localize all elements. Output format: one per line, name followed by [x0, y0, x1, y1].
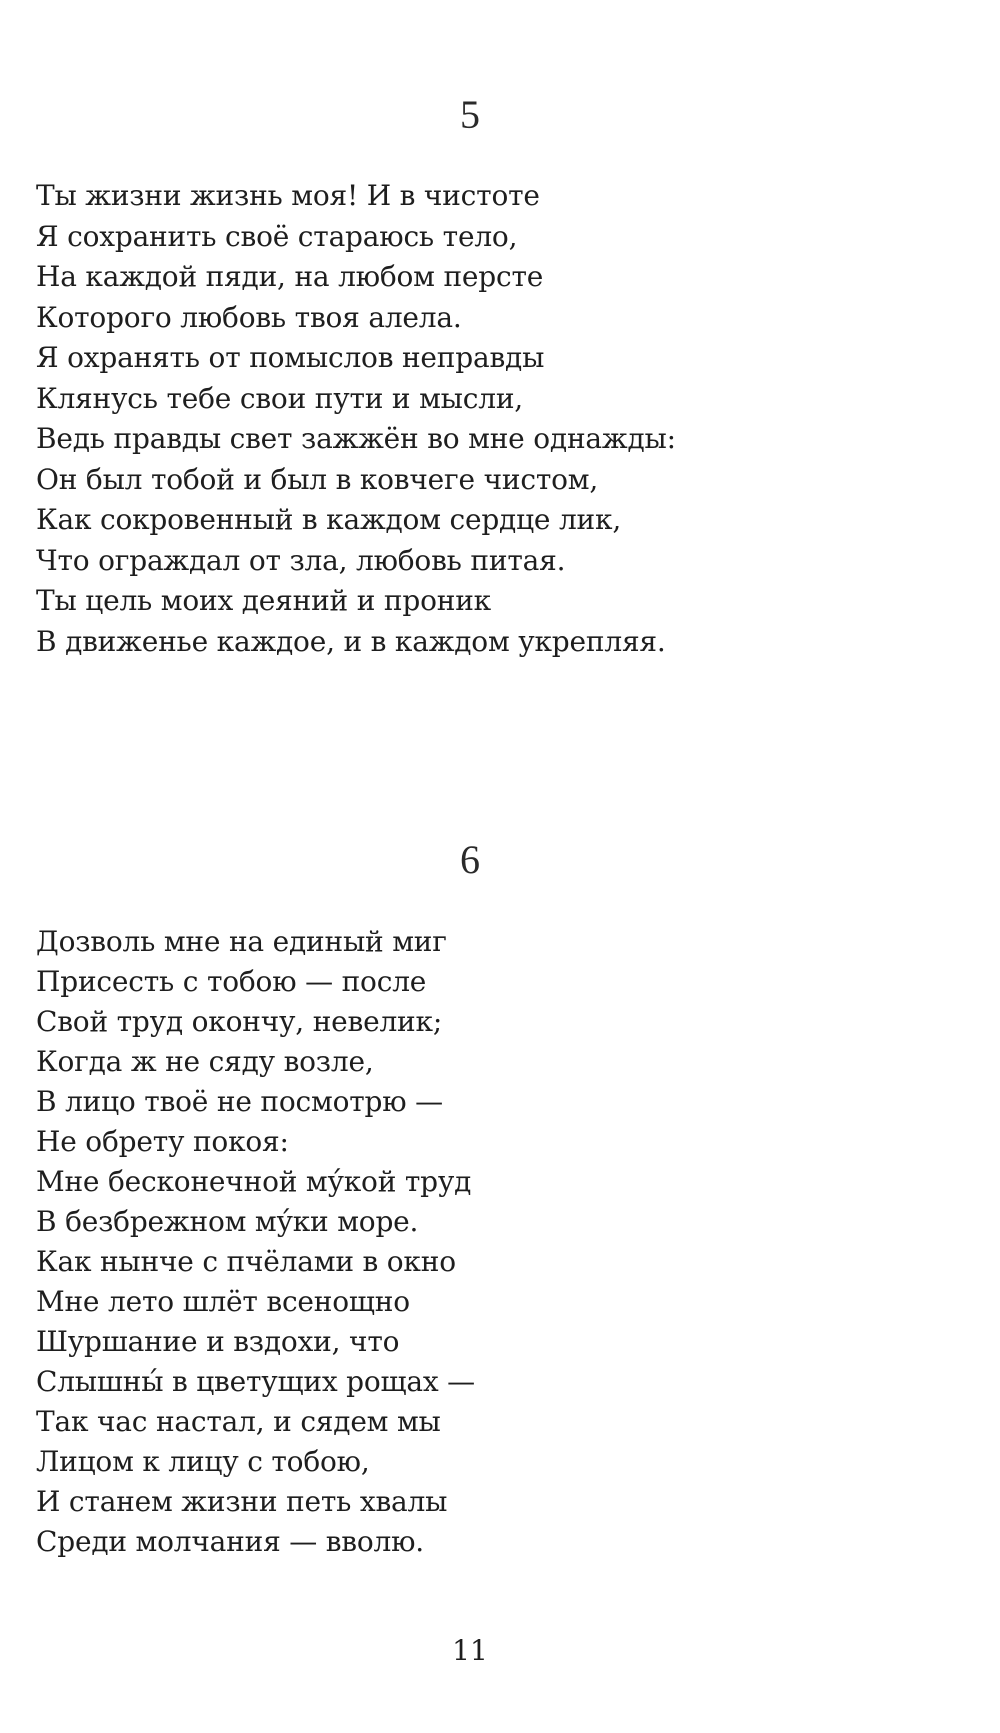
poem-line: Присесть с тобою — после: [36, 965, 427, 998]
poem-line: Лицом к лицу с тобою,: [36, 1445, 370, 1478]
poem-line: Как сокровенный в каждом сердце лик,: [36, 503, 622, 536]
poem-5-body: [36, 176, 676, 662]
poem-line: Дозволь мне на единый миг: [36, 925, 447, 958]
poem-line: На каждой пяди, на любом персте: [36, 260, 544, 293]
poem-line: В безбрежном му́ки море.: [36, 1205, 419, 1238]
poem-line: Клянусь тебе свои пути и мысли,: [36, 381, 523, 415]
poem-line: Так час настал, и сядем мы: [36, 1405, 441, 1438]
poem-line: Я сохранить своё стараюсь тело,: [36, 219, 518, 253]
poem-line: Он был тобой и был в ковчеге чистом,: [36, 462, 599, 496]
poem-line: Я охранять от помыслов неправды: [36, 341, 545, 374]
poem-line: Слышны́ в цветущих рощах —: [36, 1365, 475, 1398]
poem-line: Как нынче с пчёлами в окно: [36, 1245, 456, 1278]
poem-line: Свой труд окончу, невелик;: [36, 1005, 443, 1038]
poem-5-number: 5: [460, 92, 480, 137]
poem-line: В движенье каждое, и в каждом укрепляя.: [36, 624, 666, 658]
poem-6-body: [36, 922, 475, 1562]
poem-line: В лицо твоё не посмотрю —: [36, 1085, 443, 1118]
poem-line: Шуршание и вздохи, что: [36, 1325, 400, 1358]
poem-line: Что ограждал от зла, любовь питая.: [36, 543, 566, 577]
poem-line: Среди молчания — вволю.: [36, 1525, 424, 1558]
poem-line: Когда ж не сяду возле,: [36, 1045, 374, 1078]
poem-line: Ведь правды свет зажжён во мне однажды:: [36, 422, 676, 455]
page-number: 11: [452, 1634, 488, 1667]
poem-line: Ты цель моих деяний и проник: [36, 584, 491, 617]
poem-line: Ты жизни жизнь моя! И в чистоте: [36, 179, 540, 212]
poem-line: Мне бесконечной му́кой труд: [36, 1165, 472, 1198]
poem-line: Не обрету покоя:: [36, 1125, 289, 1158]
poem-line: И станем жизни петь хвалы: [36, 1485, 448, 1518]
poem-line: Мне лето шлёт всенощно: [36, 1285, 410, 1318]
poem-line: Которого любовь твоя алела.: [36, 300, 462, 334]
poem-6-number: 6: [460, 837, 480, 882]
